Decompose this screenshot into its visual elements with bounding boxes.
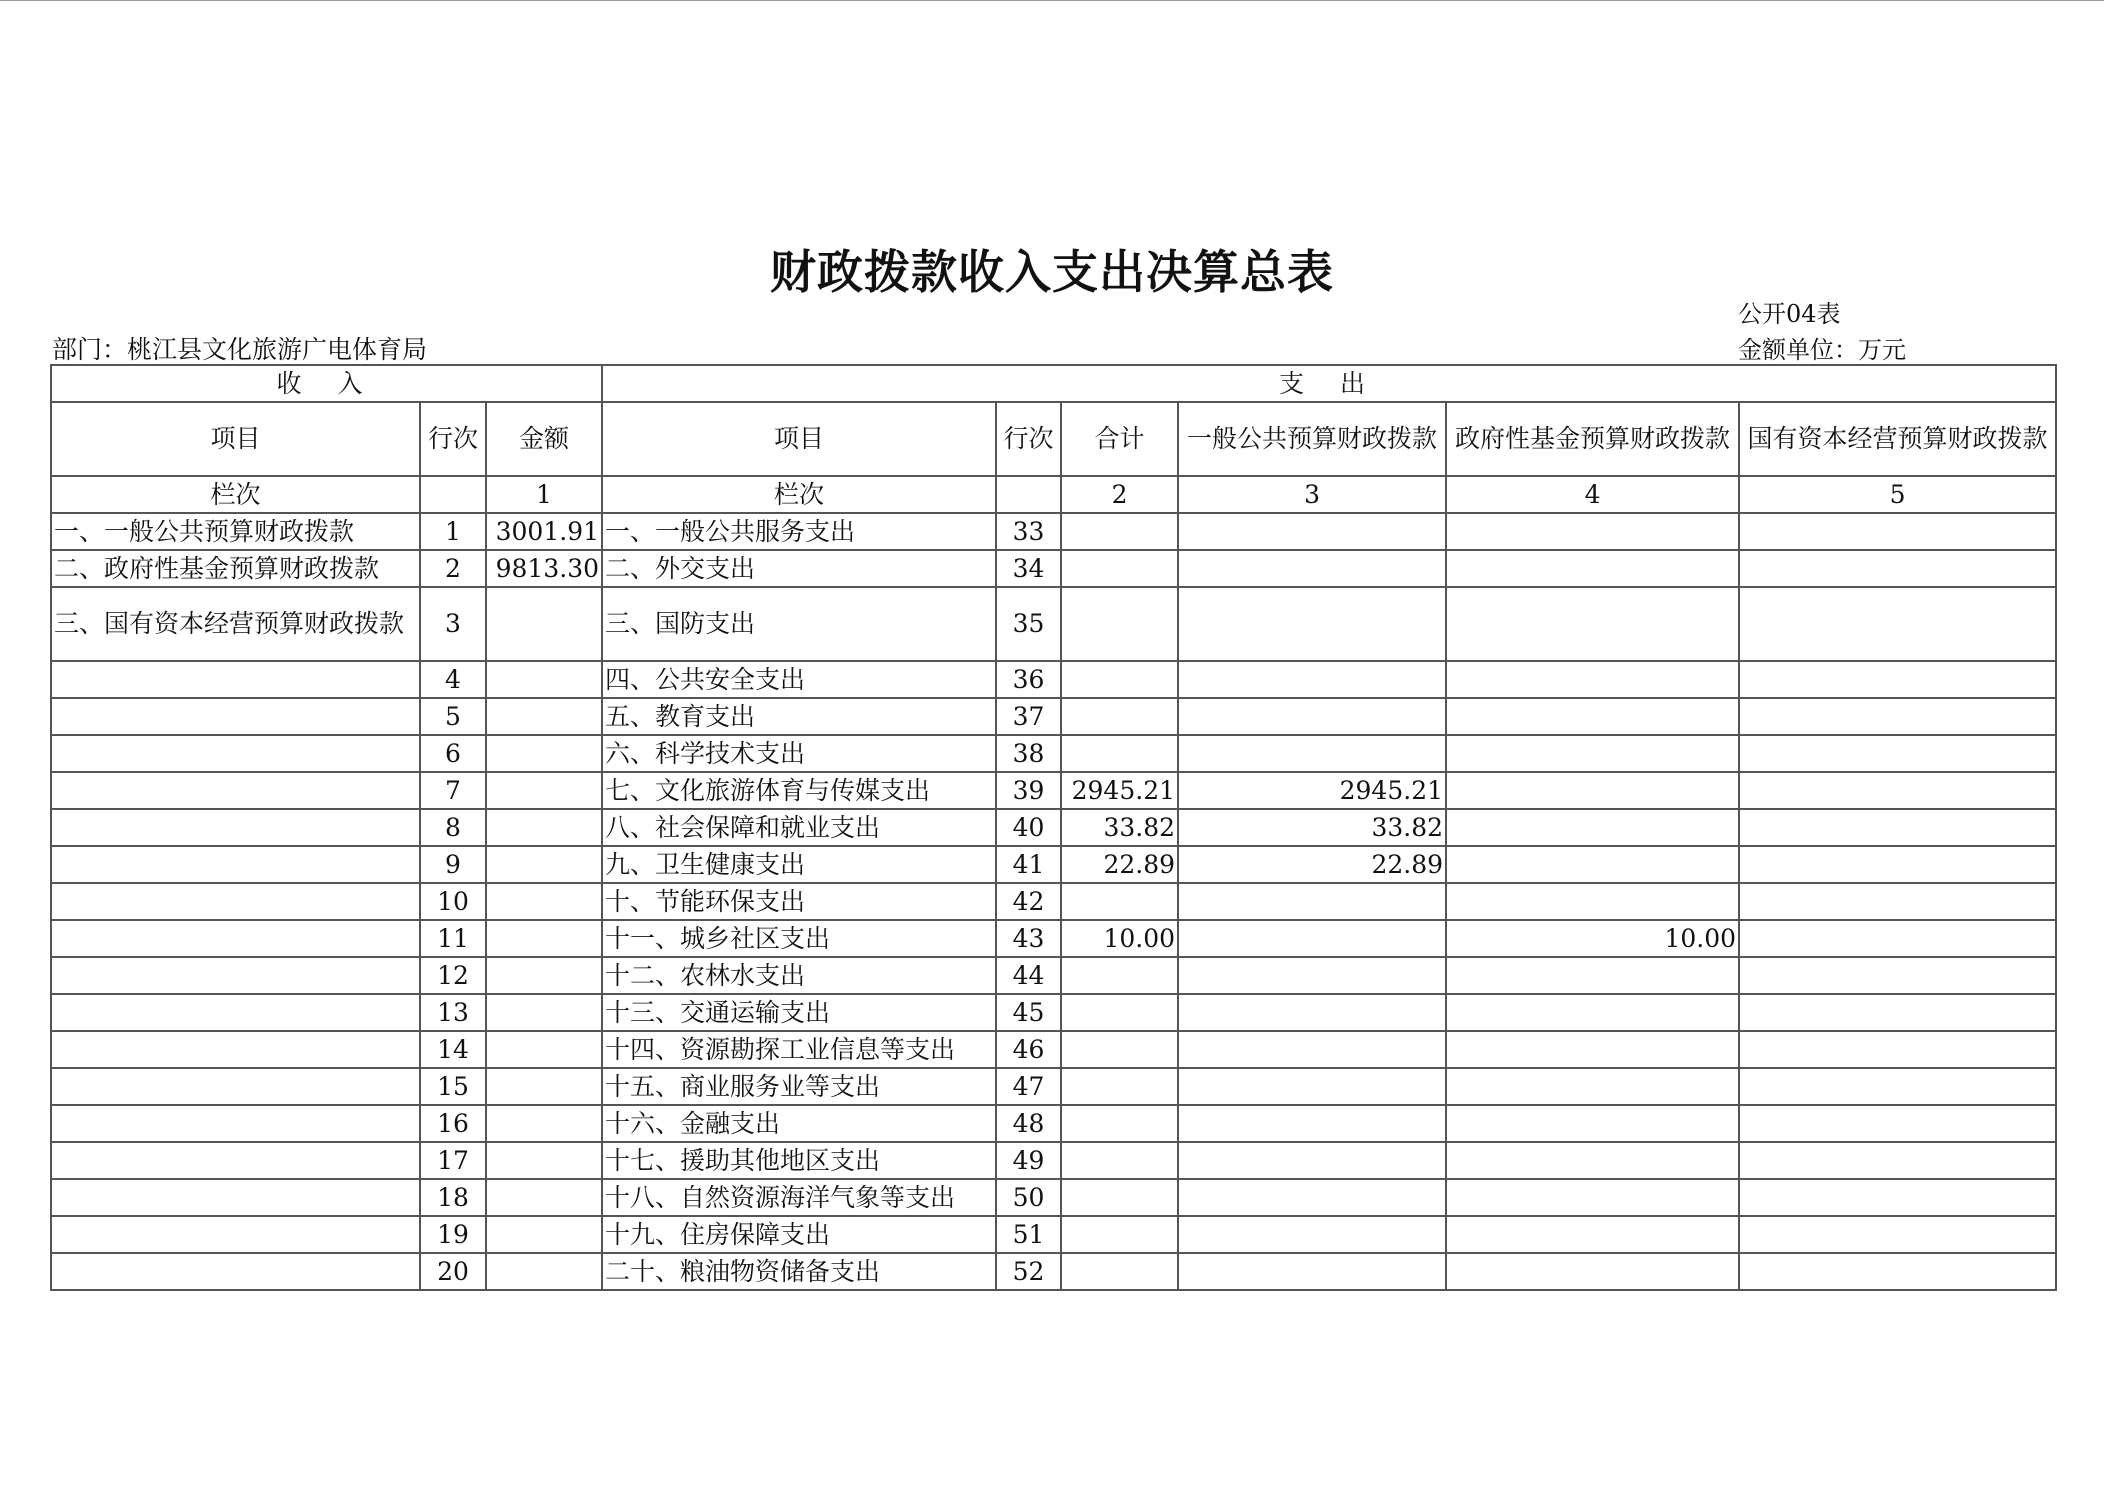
total-amount-cell — [1061, 1216, 1178, 1253]
gov-fund-header: 政府性基金预算财政拨款 — [1446, 402, 1739, 476]
income-row-no-cell: 16 — [420, 1105, 486, 1142]
income-row-no-cell: 9 — [420, 846, 486, 883]
col-index-2: 2 — [1061, 476, 1178, 513]
expense-section-header: 支 出 — [602, 365, 2056, 402]
expense-item-cell: 十五、商业服务业等支出 — [602, 1068, 996, 1105]
expense-row-no-cell: 44 — [996, 957, 1061, 994]
income-item-cell — [51, 1179, 420, 1216]
income-item-cell — [51, 883, 420, 920]
table-row — [51, 661, 2056, 698]
table-row — [51, 809, 2056, 846]
expense-item-cell: 五、教育支出 — [602, 698, 996, 735]
income-row-no-index — [420, 476, 486, 513]
income-item-cell: 一、一般公共预算财政拨款 — [51, 513, 420, 550]
expense-item-cell: 一、一般公共服务支出 — [602, 513, 996, 550]
expense-item-cell: 十、节能环保支出 — [602, 883, 996, 920]
total-amount-cell — [1061, 1105, 1178, 1142]
total-amount-cell: 2945.21 — [1061, 772, 1178, 809]
expense-row-no-cell: 38 — [996, 735, 1061, 772]
expense-item-header: 项目 — [602, 402, 996, 476]
soe-capital-header: 国有资本经营预算财政拨款 — [1739, 402, 2056, 476]
expense-row-no-cell: 45 — [996, 994, 1061, 1031]
income-amount-cell — [486, 994, 602, 1031]
income-item-cell — [51, 1216, 420, 1253]
income-item-cell — [51, 698, 420, 735]
income-item-cell — [51, 957, 420, 994]
income-row-no-cell: 4 — [420, 661, 486, 698]
total-amount-cell — [1061, 698, 1178, 735]
total-amount-cell — [1061, 994, 1178, 1031]
income-col-label: 栏次 — [51, 476, 420, 513]
gov-fund-cell — [1446, 1068, 1739, 1105]
expense-row-no-cell: 43 — [996, 920, 1061, 957]
gov-fund-cell — [1446, 1179, 1739, 1216]
gov-fund-cell — [1446, 513, 1739, 550]
column-index-row — [51, 476, 2056, 513]
col-index-4: 4 — [1446, 476, 1739, 513]
soe-capital-cell — [1739, 1142, 2056, 1179]
income-row-no-cell: 14 — [420, 1031, 486, 1068]
section-header-row — [51, 365, 2056, 402]
soe-capital-cell — [1739, 698, 2056, 735]
soe-capital-cell — [1739, 550, 2056, 587]
income-row-no-cell: 18 — [420, 1179, 486, 1216]
income-item-cell — [51, 661, 420, 698]
amount-unit-label: 金额单位：万元 — [1738, 336, 1906, 364]
income-amount-cell — [486, 661, 602, 698]
gov-fund-cell — [1446, 735, 1739, 772]
income-amount-cell — [486, 772, 602, 809]
expense-item-cell: 二、外交支出 — [602, 550, 996, 587]
income-row-no-cell: 1 — [420, 513, 486, 550]
expense-item-cell: 十四、资源勘探工业信息等支出 — [602, 1031, 996, 1068]
gov-fund-cell — [1446, 1105, 1739, 1142]
general-budget-cell — [1178, 661, 1446, 698]
soe-capital-cell — [1739, 994, 2056, 1031]
general-budget-cell — [1178, 1253, 1446, 1290]
income-amount-cell: 3001.91 — [486, 513, 602, 550]
total-amount-cell: 22.89 — [1061, 846, 1178, 883]
expense-item-cell: 十六、金融支出 — [602, 1105, 996, 1142]
total-amount-cell — [1061, 550, 1178, 587]
soe-capital-cell — [1739, 920, 2056, 957]
income-item-cell — [51, 846, 420, 883]
income-amount-cell — [486, 809, 602, 846]
expense-item-cell: 十二、农林水支出 — [602, 957, 996, 994]
soe-capital-cell — [1739, 1068, 2056, 1105]
expense-row-no-header: 行次 — [996, 402, 1061, 476]
total-amount-cell — [1061, 1068, 1178, 1105]
total-amount-cell — [1061, 661, 1178, 698]
soe-capital-cell — [1739, 846, 2056, 883]
gov-fund-cell — [1446, 1253, 1739, 1290]
table-row — [51, 587, 2056, 661]
soe-capital-cell — [1739, 1105, 2056, 1142]
income-row-no-cell: 13 — [420, 994, 486, 1031]
income-row-no-cell: 8 — [420, 809, 486, 846]
total-amount-cell — [1061, 957, 1178, 994]
income-row-no-cell: 19 — [420, 1216, 486, 1253]
total-amount-cell — [1061, 735, 1178, 772]
soe-capital-cell — [1739, 957, 2056, 994]
soe-capital-cell — [1739, 513, 2056, 550]
general-budget-cell — [1178, 1179, 1446, 1216]
col-index-5: 5 — [1739, 476, 2056, 513]
gov-fund-cell — [1446, 1031, 1739, 1068]
soe-capital-cell — [1739, 809, 2056, 846]
expense-item-cell: 十三、交通运输支出 — [602, 994, 996, 1031]
income-item-cell — [51, 1142, 420, 1179]
table-row — [51, 1031, 2056, 1068]
income-section-header: 收 入 — [51, 365, 602, 402]
expense-row-no-cell: 39 — [996, 772, 1061, 809]
expense-row-no-cell: 36 — [996, 661, 1061, 698]
general-budget-cell — [1178, 1142, 1446, 1179]
income-amount-cell — [486, 883, 602, 920]
expense-item-cell: 十七、援助其他地区支出 — [602, 1142, 996, 1179]
table-row — [51, 883, 2056, 920]
expense-item-cell: 二十、粮油物资储备支出 — [602, 1253, 996, 1290]
income-item-cell — [51, 920, 420, 957]
income-amount-cell — [486, 1179, 602, 1216]
total-header: 合计 — [1061, 402, 1178, 476]
income-item-header: 项目 — [51, 402, 420, 476]
expense-row-no-cell: 37 — [996, 698, 1061, 735]
gov-fund-cell — [1446, 698, 1739, 735]
general-budget-cell: 2945.21 — [1178, 772, 1446, 809]
gov-fund-cell — [1446, 994, 1739, 1031]
gov-fund-cell — [1446, 883, 1739, 920]
soe-capital-cell — [1739, 661, 2056, 698]
gov-fund-cell — [1446, 661, 1739, 698]
general-budget-cell — [1178, 994, 1446, 1031]
soe-capital-cell — [1739, 1216, 2056, 1253]
income-amount-cell — [486, 1105, 602, 1142]
table-row — [51, 513, 2056, 550]
income-amount-cell — [486, 1216, 602, 1253]
department-label: 部门：桃江县文化旅游广电体育局 — [52, 335, 428, 364]
fiscal-summary-table — [50, 364, 2057, 1291]
general-budget-cell — [1178, 1031, 1446, 1068]
col-index-1: 1 — [486, 476, 602, 513]
expense-row-no-cell: 33 — [996, 513, 1061, 550]
income-row-no-cell: 11 — [420, 920, 486, 957]
top-border-line — [0, 0, 2104, 1]
total-amount-cell — [1061, 1142, 1178, 1179]
soe-capital-cell — [1739, 883, 2056, 920]
expense-row-no-cell: 35 — [996, 587, 1061, 661]
income-row-no-cell: 7 — [420, 772, 486, 809]
expense-row-no-cell: 49 — [996, 1142, 1061, 1179]
income-amount-cell — [486, 698, 602, 735]
expense-item-cell: 十八、自然资源海洋气象等支出 — [602, 1179, 996, 1216]
soe-capital-cell — [1739, 735, 2056, 772]
expense-row-no-cell: 40 — [996, 809, 1061, 846]
expense-item-cell: 九、卫生健康支出 — [602, 846, 996, 883]
expense-item-cell: 十一、城乡社区支出 — [602, 920, 996, 957]
expense-row-no-cell: 46 — [996, 1031, 1061, 1068]
general-budget-cell: 22.89 — [1178, 846, 1446, 883]
general-budget-cell — [1178, 1105, 1446, 1142]
income-row-no-header: 行次 — [420, 402, 486, 476]
table-row — [51, 1068, 2056, 1105]
total-amount-cell: 33.82 — [1061, 809, 1178, 846]
income-amount-header: 金额 — [486, 402, 602, 476]
income-amount-cell — [486, 1253, 602, 1290]
expense-row-no-cell: 47 — [996, 1068, 1061, 1105]
soe-capital-cell — [1739, 1179, 2056, 1216]
total-amount-cell — [1061, 513, 1178, 550]
table-row — [51, 1179, 2056, 1216]
col-index-3: 3 — [1178, 476, 1446, 513]
soe-capital-cell — [1739, 1031, 2056, 1068]
expense-row-no-cell: 52 — [996, 1253, 1061, 1290]
column-header-row — [51, 402, 2056, 476]
general-budget-cell — [1178, 587, 1446, 661]
table-row — [51, 1105, 2056, 1142]
income-amount-cell — [486, 920, 602, 957]
general-budget-cell — [1178, 698, 1446, 735]
gov-fund-cell — [1446, 1142, 1739, 1179]
income-row-no-cell: 17 — [420, 1142, 486, 1179]
income-amount-cell — [486, 1142, 602, 1179]
income-amount-cell — [486, 735, 602, 772]
income-amount-cell — [486, 1031, 602, 1068]
total-amount-cell — [1061, 883, 1178, 920]
income-item-cell — [51, 809, 420, 846]
income-item-cell: 二、政府性基金预算财政拨款 — [51, 550, 420, 587]
income-item-cell: 三、国有资本经营预算财政拨款 — [51, 587, 420, 661]
table-row — [51, 846, 2056, 883]
income-item-cell — [51, 1253, 420, 1290]
total-amount-cell — [1061, 1031, 1178, 1068]
gov-fund-cell — [1446, 587, 1739, 661]
table-row — [51, 920, 2056, 957]
income-amount-cell: 9813.30 — [486, 550, 602, 587]
general-budget-cell — [1178, 1068, 1446, 1105]
expense-row-no-cell: 42 — [996, 883, 1061, 920]
total-amount-cell — [1061, 1179, 1178, 1216]
gov-fund-cell — [1446, 550, 1739, 587]
income-amount-cell — [486, 1068, 602, 1105]
income-item-cell — [51, 1105, 420, 1142]
expense-item-cell: 三、国防支出 — [602, 587, 996, 661]
report-title: 财政拨款收入支出决算总表 — [770, 245, 1334, 299]
expense-row-no-cell: 50 — [996, 1179, 1061, 1216]
table-row — [51, 772, 2056, 809]
general-budget-cell — [1178, 513, 1446, 550]
income-item-cell — [51, 994, 420, 1031]
soe-capital-cell — [1739, 587, 2056, 661]
expense-row-no-cell: 48 — [996, 1105, 1061, 1142]
income-amount-cell — [486, 957, 602, 994]
expense-row-no-cell: 34 — [996, 550, 1061, 587]
general-budget-cell: 33.82 — [1178, 809, 1446, 846]
gov-fund-cell — [1446, 809, 1739, 846]
income-row-no-cell: 12 — [420, 957, 486, 994]
income-item-cell — [51, 1068, 420, 1105]
total-amount-cell — [1061, 587, 1178, 661]
gov-fund-cell — [1446, 772, 1739, 809]
table-row — [51, 1253, 2056, 1290]
gov-fund-cell — [1446, 846, 1739, 883]
income-row-no-cell: 15 — [420, 1068, 486, 1105]
expense-item-cell: 四、公共安全支出 — [602, 661, 996, 698]
income-row-no-cell: 20 — [420, 1253, 486, 1290]
table-row — [51, 698, 2056, 735]
income-amount-cell — [486, 846, 602, 883]
expense-item-cell: 七、文化旅游体育与传媒支出 — [602, 772, 996, 809]
gov-fund-cell — [1446, 957, 1739, 994]
income-amount-cell — [486, 587, 602, 661]
total-amount-cell: 10.00 — [1061, 920, 1178, 957]
general-budget-cell — [1178, 1216, 1446, 1253]
expense-item-cell: 六、科学技术支出 — [602, 735, 996, 772]
general-budget-cell — [1178, 920, 1446, 957]
expense-col-label: 栏次 — [602, 476, 996, 513]
table-row — [51, 735, 2056, 772]
expense-row-no-cell: 41 — [996, 846, 1061, 883]
general-budget-cell — [1178, 735, 1446, 772]
income-item-cell — [51, 772, 420, 809]
gov-fund-cell: 10.00 — [1446, 920, 1739, 957]
soe-capital-cell — [1739, 772, 2056, 809]
income-item-cell — [51, 1031, 420, 1068]
income-item-cell — [51, 735, 420, 772]
table-row — [51, 957, 2056, 994]
general-budget-cell — [1178, 550, 1446, 587]
general-budget-header: 一般公共预算财政拨款 — [1178, 402, 1446, 476]
expense-item-cell: 十九、住房保障支出 — [602, 1216, 996, 1253]
general-budget-cell — [1178, 883, 1446, 920]
expense-row-no-cell: 51 — [996, 1216, 1061, 1253]
table-row — [51, 1142, 2056, 1179]
general-budget-cell — [1178, 957, 1446, 994]
income-row-no-cell: 6 — [420, 735, 486, 772]
expense-item-cell: 八、社会保障和就业支出 — [602, 809, 996, 846]
form-number: 公开04表 — [1738, 300, 1841, 328]
income-row-no-cell: 10 — [420, 883, 486, 920]
soe-capital-cell — [1739, 1253, 2056, 1290]
table-row — [51, 550, 2056, 587]
table-row — [51, 1216, 2056, 1253]
total-amount-cell — [1061, 1253, 1178, 1290]
income-row-no-cell: 2 — [420, 550, 486, 587]
expense-row-no-index — [996, 476, 1061, 513]
table-row — [51, 994, 2056, 1031]
income-row-no-cell: 5 — [420, 698, 486, 735]
gov-fund-cell — [1446, 1216, 1739, 1253]
income-row-no-cell: 3 — [420, 587, 486, 661]
